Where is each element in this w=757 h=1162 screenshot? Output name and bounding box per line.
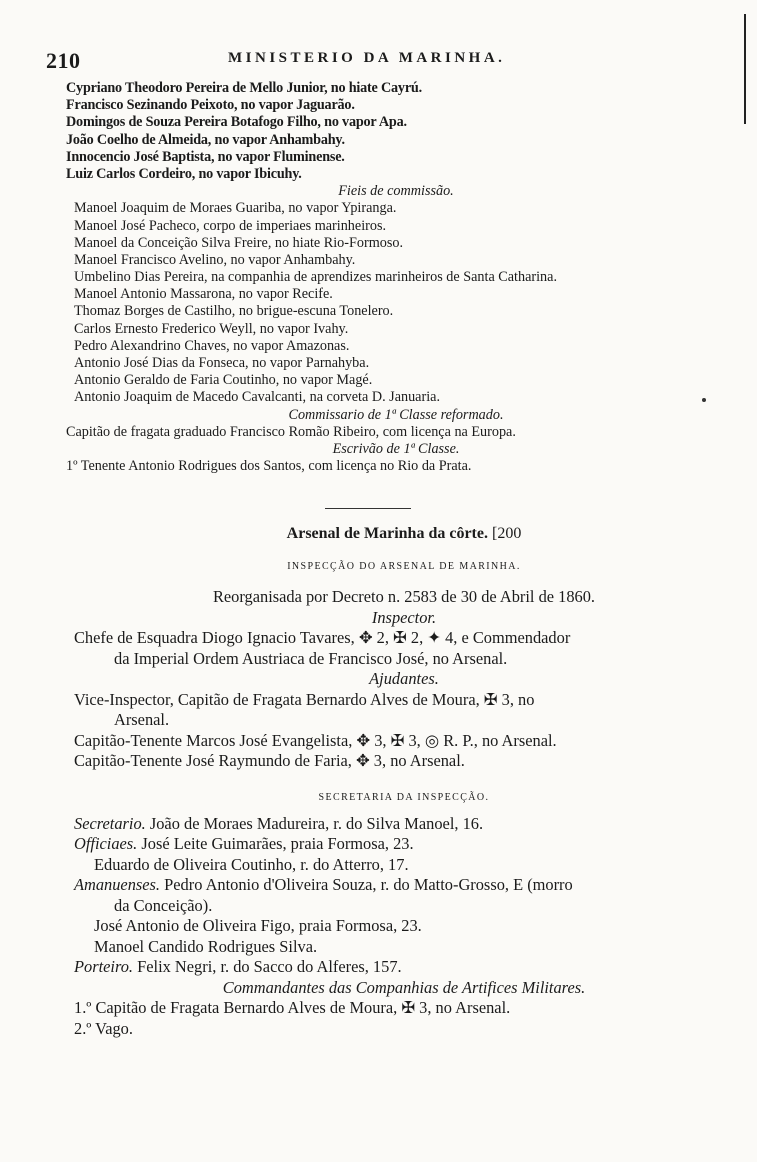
inspector-heading: Inspector. [371,607,437,627]
secretaria-line: Secretario. João de Moraes Madureira, r. do Silva Manoel, 16. [74,813,484,833]
inspector-line: da Imperial Ordem Austriaca de Francisco José, no Arsenal. [114,648,508,668]
entry-line: Cypriano Theodoro Pereira de Mello Junior, no hiate Cayrú. [66,80,422,96]
companhia-line: 1.º Capitão de Fragata Bernardo Alves de Moura, ✠ 3, no Arsenal. [74,998,511,1017]
inspector-line: Chefe de Esquadra Diogo Ignacio Tavares, ✥ 2, ✠ 2, ✦ 4, e Commendador [74,628,571,647]
secretaria-line: Porteiro. Felix Negri, r. do Sacco do Alferes, 157. [74,957,402,976]
section-heading-commissario: Commissario de 1ª Classe reformado. [288,406,504,423]
secretaria-heading: SECRETARIA DA INSPECÇÃO. [318,791,490,803]
entry-line: Innocencio José Baptista, no vapor Fluminense. [66,148,345,165]
inspeccao-heading: INSPECÇÃO DO ARSENAL DE MARINHA. [287,561,521,572]
entry-line: Carlos Ernesto Frederico Weyll, no vapor Ivahy. [74,320,349,337]
ajudantes-heading: Ajudantes. [369,669,439,688]
entry-line: Thomaz Borges de Castilho, no brigue-escuna Tonelero. [74,303,394,320]
entry-line: Pedro Alexandrino Chaves, no vapor Amazonas. [74,337,350,354]
ajudante-line: Arsenal. [114,710,170,729]
secretaria-line: da Conceição). [114,895,213,915]
entry-line: Manoel Joaquim de Moraes Guariba, no vapor Ypiranga. [74,200,397,217]
entry-line: Antonio Geraldo de Faria Coutinho, no vapor Magé. [74,372,373,389]
entry-line: Luiz Carlos Cordeiro, no vapor Ibicuhy. [66,165,302,182]
top-block [66,80,726,475]
margin-rule [744,14,746,124]
entry-line: João Coelho de Almeida, no vapor Anhambahy. [66,131,345,148]
ajudante-line: Capitão-Tenente Marcos José Evangelista, ✥ 3, ✠ 3, ◎ R. P., no Arsenal. [74,730,557,750]
arsenal-title: Arsenal de Marinha da côrte. [286,525,488,542]
arsenal-number: [200 [491,525,522,542]
entry-line: Capitão de fragata graduado Francisco Romão Ribeiro, com licença na Europa. [66,423,516,440]
section-heading-fieis: Fieis de commissão. [338,183,454,200]
divider-rule [325,508,411,509]
secretaria-line: Eduardo de Oliveira Coutinho, r. do Atterro, 17. [94,854,409,874]
ajudante-line: Vice-Inspector, Capitão de Fragata Bernardo Alves de Moura, ✠ 3, no [74,689,535,709]
entry-line: 1º Tenente Antonio Rodrigues dos Santos, com licença no Rio da Prata. [66,458,472,475]
entry-line: Francisco Sezinando Peixoto, no vapor Jaguarão. [66,97,355,114]
decree-line: Reorganisada por Decreto n. 2583 de 30 de Abril de 1860. [212,587,596,606]
arsenal-title-line [74,523,734,545]
secretaria-line: Amanuenses. Pedro Antonio d'Oliveira Souza, r. do Matto-Grosso, E (morro [74,875,573,894]
companhia-line: 2.º Vago. [74,1018,133,1038]
running-title: MINISTERIO DA MARINHA. [228,50,506,66]
arsenal-section [74,523,734,1039]
entry-line: Antonio José Dias da Fonseca, no vapor Parnahyba. [74,355,370,371]
ajudante-line: Capitão-Tenente José Raymundo de Faria, ✥ 3, no Arsenal. [74,751,465,770]
entry-line: Manoel José Pacheco, corpo de imperiaes marinheiros. [74,217,387,234]
entry-line: Antonio Joaquim de Macedo Cavalcanti, na corveta D. Januaria. [74,389,440,406]
entry-line: Domingos de Souza Pereira Botafogo Filho, no vapor Apa. [66,114,407,131]
secretaria-line: Officiaes. José Leite Guimarães, praia Formosa, 23. [74,834,414,853]
page-number: 210 [46,48,81,73]
entry-line: Manoel Antonio Massarona, no vapor Recife. [74,286,333,303]
entry-line: Umbelino Dias Pereira, na companhia de aprendizes marinheiros de Santa Catharina. [74,269,557,286]
entry-line: Manoel Francisco Avelino, no vapor Anhambahy. [74,251,356,268]
entry-line: Manoel da Conceição Silva Freire, no hiate Rio-Formoso. [74,234,404,251]
section-heading-escrivao: Escrivão de 1ª Classe. [332,440,460,457]
companhias-heading: Commandantes das Companhias de Artifices Militares. [222,977,586,997]
secretaria-line: Manoel Candido Rodrigues Silva. [94,936,318,956]
secretaria-line: José Antonio de Oliveira Figo, praia Formosa, 23. [94,916,422,935]
